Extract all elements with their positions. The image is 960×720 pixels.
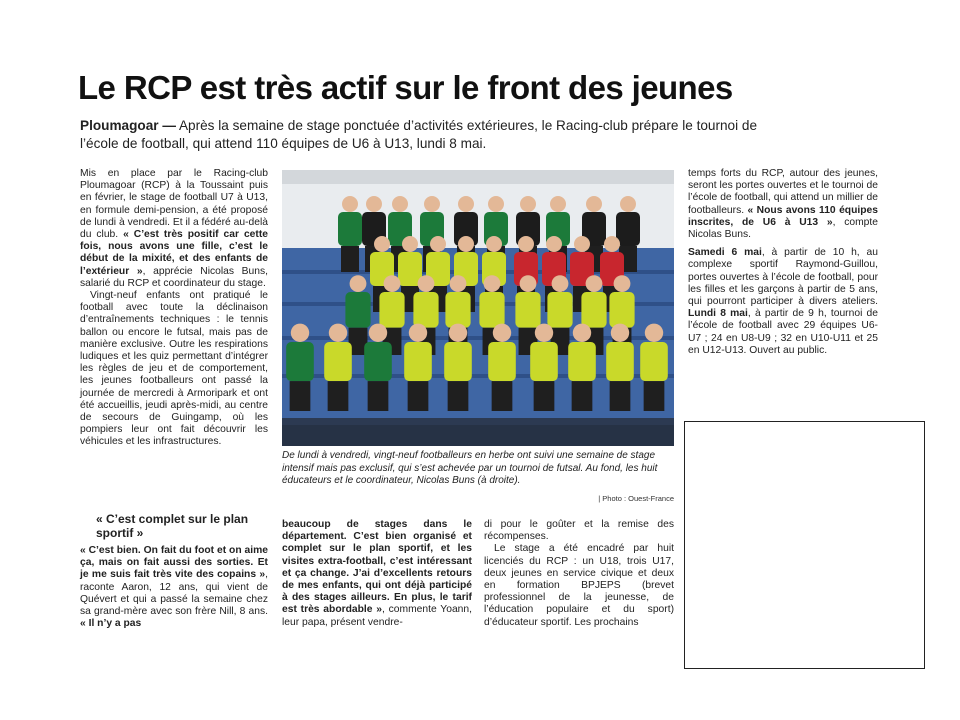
chapo-text: Après la semaine de stage ponctuée d’activités extérieures, le Racing-club prépare le tournoi de l’école de football, qui attend 110 équipes de U6 à U13, lundi 8 mai. [80,118,758,151]
date-label: Lundi 8 mai [688,308,748,320]
paragraph: Le stage a été encadré par huit licenciés du RCP : un U18, trois U17, deux jeunes en service civique et deux en formation BPJEPS (brevet professionnel de la jeunesse, de l’éducation populaire et du sport) d’éducateur sportif. Les prochains [484,543,674,628]
quote: « Nous avons 110 équipes inscrites, de U6 à U13 » [688,204,878,228]
text-run: , compte Nicolas Buns. [688,216,878,241]
person-legs [610,381,631,411]
person-head [552,275,569,292]
person-head [450,275,467,292]
person-head [374,236,390,252]
quote: beaucoup de stages dans le département. C’est bien organisé et complet sur le plan sportif, et les visites extra-football, c’est intéressant et ça change. J’ai d’excellents retours de mes enfants, qui ont déjà participé à des stages ailleurs. En plus, le tarif est très abordable » [282,519,472,616]
article-column-1 [80,168,268,449]
person-legs [492,381,513,411]
person-head [424,196,440,212]
person-head [546,236,562,252]
text-run: temps forts du RCP, autour des jeunes, seront les portes ouvertes et le tournoi de l’école de football, qui attend un millier de footballeurs. [688,168,878,216]
paragraph [282,519,472,629]
article-column-3 [484,519,674,629]
paragraph [688,247,878,357]
person-head [535,324,553,342]
person-head [430,236,446,252]
text-run: , à partir de 9 h, tournoi de l’école de football avec 29 équipes U6-U7 ; 24 en U8-U9 ; 32 en U10-U11 et 25 en U12-U13. Ouvert au public. [688,308,879,356]
person-head [384,275,401,292]
person-head [449,324,467,342]
person-head [486,236,502,252]
person-body [413,292,438,328]
person-body [444,342,472,381]
person-legs [290,381,311,411]
text-run: , apprécie Nicolas Buns, salarié du RCP et coordinateur du stage. [80,265,268,289]
paragraph [80,545,268,630]
chapo-place: Ploumagoar — [80,118,176,133]
person-head [369,324,387,342]
paragraph [80,168,268,290]
person-body [581,292,606,328]
text-run: Mis en place par le Racing-club Ploumagoar (RCP) à la Toussaint puis en février, le stage de football U7 à U13, en formule demi-pension, a été proposé de lundi à vendredi. Et il a fédéré au-delà du club. [80,168,268,241]
person-head [409,324,427,342]
person-head [458,196,474,212]
person-body [345,292,370,328]
person-body [338,212,362,246]
person-body [286,342,314,381]
person-legs [341,246,359,272]
text-run: , raconte Aaron, 12 ans, qui vient de Quévert et qui a passé la semaine chez sa grand-mère avec son frère Nill, 8 ans. [80,569,268,618]
person-head [550,196,566,212]
person-head [488,196,504,212]
person-head [402,236,418,252]
person-head [366,196,382,212]
person-head [520,275,537,292]
date-label: Samedi 6 mai [688,247,762,259]
quote: « C’est bien. On fait du foot et on aime ça, mais on fait aussi des sorties. Et je me suis fait très vite des copains » [80,545,268,581]
person-body [547,292,572,328]
text-run: , à partir de 10 h, au complexe sportif Raymond-Guillou, portes ouvertes à l’école de football, pour les filles et les garçons à partir de 5 ans, qui pourront participer à divers ateliers. [688,247,878,308]
person-head [291,324,309,342]
person-legs [572,381,593,411]
person-body [404,342,432,381]
person-head [493,324,511,342]
person-body [530,342,558,381]
person-legs [408,381,429,411]
person-body [609,292,634,328]
person-head [342,196,358,212]
person-head [329,324,347,342]
photo-caption: De lundi à vendredi, vingt-neuf footballeurs en herbe ont suivi une semaine de stage intensif mais pas exclusif, qui s’est achevée par un tournoi de futsal. Au fond, les huit éducateurs et le coordinateur, Nicolas Buns (à droite). [282,450,658,486]
person-legs [368,381,389,411]
person-body [379,292,404,328]
person-head [573,324,591,342]
photo-credit: | Photo : Ouest-France [598,494,674,503]
paragraph: Vingt-neuf enfants ont pratiqué le football avec toute la déclinaison d’entraînements techniques : le tennis ballon ou encore le futsal, mais pas de manière exclusive. Outre les respirations ludiques et les quiz permettant d’intégrer les règles de jeu et de comportement, les jeunes footballeurs ont passé la journée de mercredi à Armoripark et ont été accueillis, jeudi après-midi, au centre de secours de Guingamp, où les pompiers leur ont fait découvrir les véhicules et les infrastructures. [80,290,268,448]
empty-frame [684,421,925,669]
subheading: « C’est complet sur le plan sportif » [96,512,249,540]
person-head [392,196,408,212]
chapo [80,117,770,153]
person-body [479,292,504,328]
person-head [350,275,367,292]
text-run: , commente Yoann, leur papa, présent vendre- [282,604,472,628]
quote: « Il n’y a pas [80,618,142,630]
article-column-4 [688,168,878,357]
article-column-2 [282,519,472,629]
person-body [515,292,540,328]
person-body [606,342,634,381]
person-head [586,196,602,212]
person-body [488,342,516,381]
person-body [616,212,640,246]
person-body [568,342,596,381]
team-photo-illustration [282,170,674,446]
person-head [586,275,603,292]
person-body [364,342,392,381]
person-legs [644,381,665,411]
person-body [324,342,352,381]
team-photo [282,170,674,446]
person-head [418,275,435,292]
person-body [445,292,470,328]
person-head [614,275,631,292]
person-legs [534,381,555,411]
person-head [611,324,629,342]
person-head [484,275,501,292]
headline: Le RCP est très actif sur le front des jeunes [78,69,733,106]
person-head [458,236,474,252]
person-body [640,342,668,381]
person-head [518,236,534,252]
paragraph [688,168,878,241]
person-head [620,196,636,212]
quote: « C’est très positif car cette fois, nous avons une fille, c’est le début de la mixité, et des enfants de l’extérieur » [80,229,268,277]
person-head [645,324,663,342]
person-head [520,196,536,212]
person-head [604,236,620,252]
person-legs [328,381,349,411]
article-column-1-continued [80,545,268,630]
person-legs [448,381,469,411]
paragraph: di pour le goûter et la remise des récompenses. [484,519,674,543]
person-head [574,236,590,252]
